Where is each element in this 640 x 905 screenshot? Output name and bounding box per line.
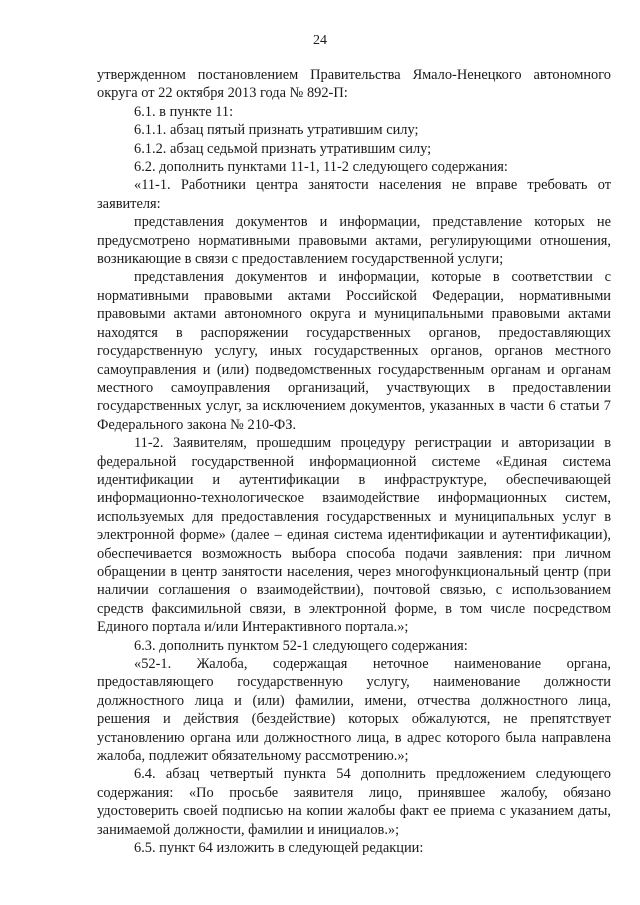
paragraph-6-1: 6.1. в пункте 11:: [134, 103, 234, 120]
page-number: 24: [313, 33, 327, 48]
paragraph-11-1-item-2: представления документов и информации, которые в соответствии с нормативными правовыми актами Российской Федерации, нормативными правовыми актами автономного округа и муниципальными правовыми актами находятся в распоряжении государственных органов, предоставляющих государственную услугу, иных государственных органов, органов местного самоуправления и (или) подведомственных государственным органам и органам местного самоуправления организаций, участвующих в предоставлении государственных услуг, за исключением документов, указанных в части 6 статьи 7 Федерального закона № 210-ФЗ.: [97, 269, 611, 433]
paragraph-6-4: 6.4. абзац четвертый пункта 54 дополнить предложением следующего содержания: «По просьбе заявителя лицо, принявшее жалобу, обязано удостоверить своей подписью на копии жалобы факт ее приема с указанием даты, занимаемой должности, фамилии и инициалов.»;: [97, 766, 611, 838]
paragraph-11-2: 11-2. Заявителям, прошедшим процедуру регистрации и авторизации в федеральной государственной информационной системе «Единая система идентификации и аутентификации в инфраструктуре, обеспечивающей информационно-технологическое взаимодействие информационных систем, используемых для предоставления государственных и муниципальных услуг в электронной форме» (далее – единая система идентификации и аутентификации), обеспечивается возможность выбора способа подачи заявления: при личном обращении в центр занятости населения, через многофункциональный центр (при наличии соглашения о взаимодействии), почтовой связью, с использованием средств факсимильной связи, в электронной форме, в том числе посредством Единого портала и/или Интерактивного портала.»;: [97, 435, 611, 636]
paragraph-52-1: «52-1. Жалоба, содержащая неточное наименование органа, предоставляющего государственную услугу, наименование должности должностного лица и (или) фамилии, имени, отчества должностного лица, решения и действия (бездействие) которых обжалуются, не препятствует установлению органа или должностного лица, в адрес которого была направлена жалоба, подлежит обязательному рассмотрению.»;: [97, 656, 611, 765]
paragraph-6-1-2: 6.1.2. абзац седьмой признать утратившим силу;: [134, 140, 432, 157]
paragraph-6-5: 6.5. пункт 64 изложить в следующей редакции:: [134, 840, 424, 857]
paragraph-6-2: 6.2. дополнить пунктами 11-1, 11-2 следующего содержания:: [134, 159, 508, 176]
paragraph-11-1: «11-1. Работники центра занятости населения не вправе требовать от заявителя:: [97, 177, 611, 212]
document-body: [97, 66, 611, 857]
paragraph-11-1-item-1: представления документов и информации, представление которых не предусмотрено нормативными правовыми актами, регулирующими отношения, возникающие в связи с предоставлением государственной услуги;: [97, 214, 611, 268]
paragraph-6-1-1: 6.1.1. абзац пятый признать утратившим силу;: [134, 122, 419, 139]
paragraph-intro: утвержденном постановлением Правительства Ямало-Ненецкого автономного округа от 22 октября 2013 года № 892-П:: [97, 67, 611, 102]
paragraph-6-3: 6.3. дополнить пунктом 52-1 следующего содержания:: [134, 637, 468, 654]
